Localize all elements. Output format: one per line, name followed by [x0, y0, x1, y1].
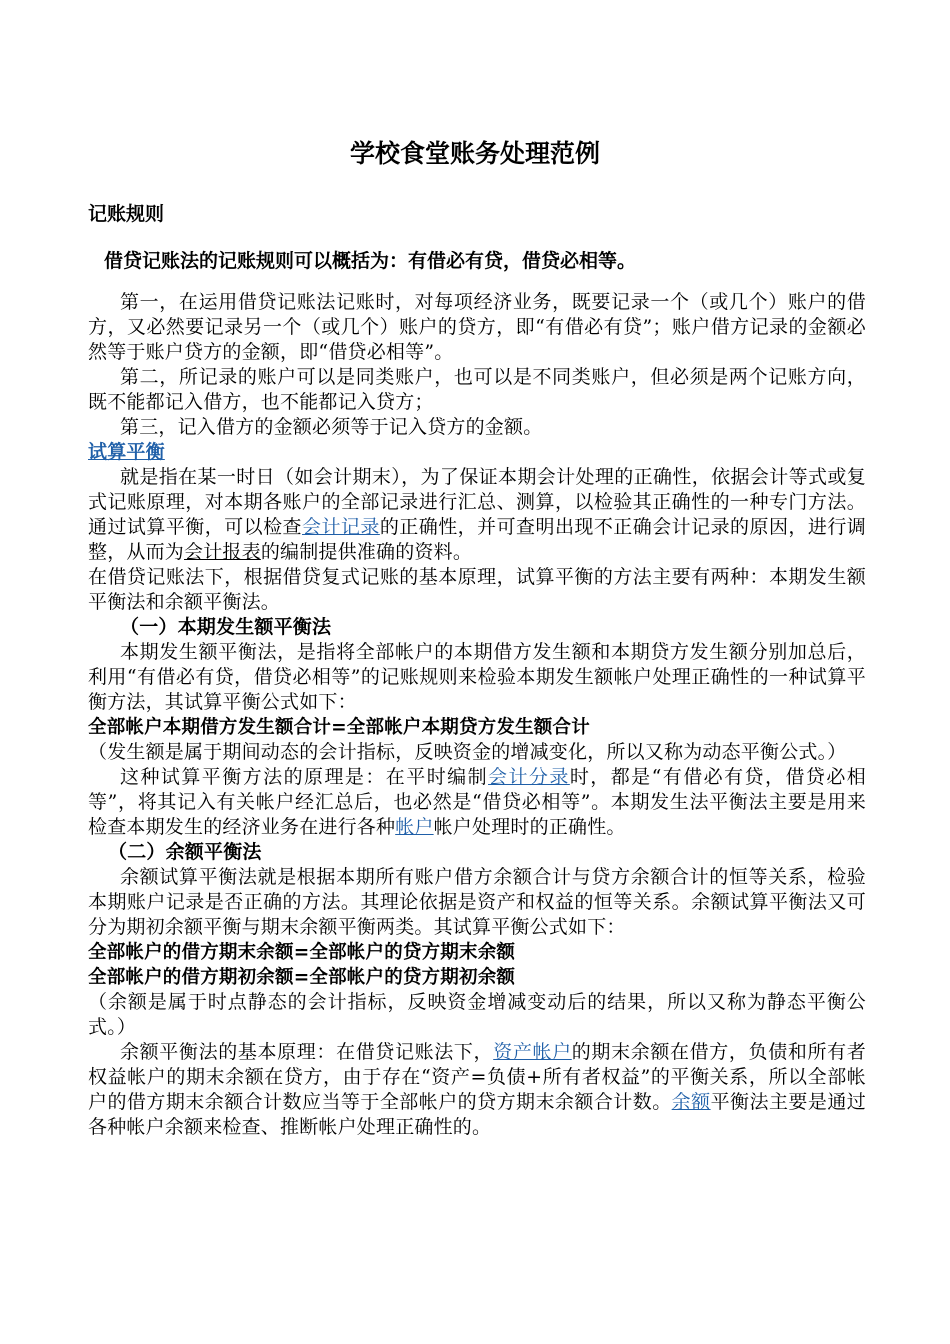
account-link[interactable]: 帐户 [395, 816, 434, 838]
subheading-balance-method: （二）余额平衡法 [108, 841, 262, 863]
paragraph-period-balance: 本期发生额平衡法，是指将全部帐户的本期借方发生额和本期贷方发生额分别加总后，利用“有借必有贷，借贷必相等”的记账规则来检验本期发生额帐户处理正确性的一种试算平衡方法，其试算平衡公式如下： [88, 641, 866, 713]
balance-link[interactable]: 余额 [671, 1091, 711, 1113]
accounting-record-link[interactable]: 会计记录 [302, 516, 380, 538]
subheading-period-balance: （一）本期发生额平衡法 [120, 616, 332, 638]
paragraph-methods: 在借贷记账法下，根据借贷复式记账的基本原理，试算平衡的方法主要有两种：本期发生额平衡法和余额平衡法。 [88, 566, 866, 613]
paragraph-balance-principle: 余额平衡法的基本原理：在借贷记账法下，资产帐户的期末余额在借方，负债和所有者权益帐户的期末余额在贷方，由于存在“资产=负债+所有者权益”的平衡关系，所以全部帐户的借方期末余额合计数应当等于全部帐户的贷方期末余额合计数。余额平衡法主要是通过各种帐户余额来检查、推断帐户处理正确性的。 [88, 1041, 867, 1138]
section-heading-trial-balance[interactable] [88, 440, 866, 465]
document-body [88, 290, 866, 1140]
paragraph-dynamic-note: （发生额是属于期间动态的会计指标，反映资金的增减变化，所以又称为动态平衡公式。） [88, 741, 847, 763]
accounting-report-link[interactable]: 会计报表 [184, 541, 261, 563]
paragraph-principle: 这种试算平衡方法的原理是：在平时编制会计分录时，都是“有借必有贷，借贷必相等”，将其记入有关帐户经汇总后，也必然是“借贷必相等”。本期发生法平衡法主要是用来检查本期发生的经济业务在进行各种帐户帐户处理时的正确性。 [88, 766, 866, 838]
formula-ending-balance: 全部帐户的借方期末余额=全部帐户的贷方期末余额 [88, 942, 516, 963]
trial-balance-link[interactable]: 试算平衡 [88, 441, 165, 463]
paragraph-third-rule: 第三，记入借方的金额必须等于记入贷方的金额。 [120, 416, 543, 438]
rule-summary: 借贷记账法的记账规则可以概括为：有借必有贷，借贷必相等。 [104, 250, 637, 272]
formula-opening-balance: 全部帐户的借方期初余额=全部帐户的贷方期初余额 [88, 967, 516, 988]
asset-account-link[interactable]: 资产帐户 [493, 1041, 572, 1063]
paragraph-trial-balance-definition: 就是指在某一时日（如会计期末），为了保证本期会计处理的正确性，依据会计等式或复式记账原理，对本期各账户的全部记录进行汇总、测算，以检验其正确性的一种专门方法。通过试算平衡，可以检查会计记录的正确性，并可查明出现不正确会计记录的原因，进行调整，从而为会计报表的编制提供准确的资料。 [88, 466, 866, 563]
paragraph-first-rule: 第一，在运用借贷记账法记账时，对每项经济业务，既要记录一个（或几个）账户的借方，又必然要记录另一个（或几个）账户的贷方，即“有借必有贷”；账户借方记录的金额必然等于账户贷方的金额，即“借贷必相等”。 [88, 291, 866, 363]
paragraph-second-rule: 第二，所记录的账户可以是同类账户，也可以是不同类账户，但必须是两个记账方向，既不能都记入借方，也不能都记入贷方； [88, 366, 866, 413]
section-heading-bookkeeping-rules: 记账规则 [88, 203, 165, 225]
accounting-entry-link[interactable]: 会计分录 [488, 766, 570, 788]
document-title: 学校食堂账务处理范例 [349, 139, 600, 168]
formula-period-balance: 全部帐户本期借方发生额合计=全部帐户本期贷方发生额合计 [88, 717, 590, 738]
paragraph-balance-method: 余额试算平衡法就是根据本期所有账户借方余额合计与贷方余额合计的恒等关系，检验本期账户记录是否正确的方法。其理论依据是资产和权益的恒等关系。余额试算平衡法又可分为期初余额平衡与期末余额平衡两类。其试算平衡公式如下： [88, 866, 866, 938]
paragraph-static-note: （余额是属于时点静态的会计指标，反映资金增减变动后的结果，所以又称为静态平衡公式。） [88, 991, 866, 1038]
